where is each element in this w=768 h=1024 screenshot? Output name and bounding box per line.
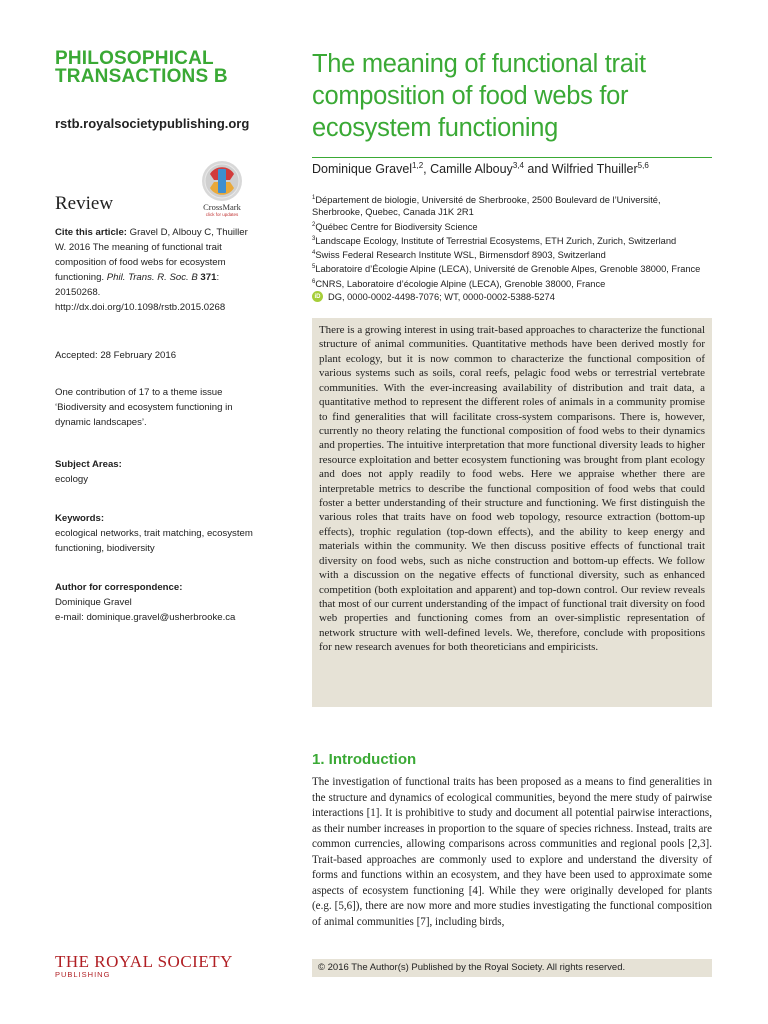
abstract-box <box>312 318 712 707</box>
journal-title <box>55 50 270 86</box>
orcid-line <box>312 291 555 302</box>
affiliation-text: Swiss Federal Research Institute WSL, Birmensdorf 8903, Switzerland <box>315 250 606 261</box>
author-name: Camille Albouy <box>430 162 513 177</box>
correspondence-email[interactable]: e-mail: dominique.gravel@usherbrooke.ca <box>55 612 236 623</box>
affiliation-sup: 5 <box>312 264 316 271</box>
affiliation-text: Laboratoire d’Écologie Alpine (LECA), Université de Grenoble Alpes, Grenoble 38000, France <box>315 264 701 275</box>
author-name: Dominique Gravel <box>312 162 413 177</box>
orcid-icon[interactable]: iD <box>312 291 323 302</box>
keywords-heading: Keywords: <box>55 513 105 524</box>
author-sup: 1,2 <box>412 161 424 170</box>
orcid-ids[interactable]: DG, 0000-0002-4498-7076; WT, 0000-0002-5388-5274 <box>328 291 555 302</box>
citation-rest: : 20150268. <box>55 272 220 298</box>
author-sep: , <box>423 162 431 177</box>
correspondence-name: Dominique Gravel <box>55 597 132 608</box>
subject-heading: Subject Areas: <box>55 459 122 470</box>
keywords-value: ecological networks, trait matching, ecosystem functioning, biodiversity <box>55 528 253 554</box>
citation-text: Gravel D, Albouy C, Thuiller W. 2016 The meaning of functional trait composition of food webs for ecosystem functioning. <box>55 227 248 283</box>
affiliation <box>312 233 712 247</box>
affiliation-sup: 4 <box>312 250 316 257</box>
affiliation-sup: 6 <box>312 278 316 285</box>
author-list <box>312 161 649 176</box>
citation-volume: 371 <box>200 272 217 283</box>
journal-title-line1: PHILOSOPHICAL <box>55 48 214 69</box>
royal-society-logo-line1: THE ROYAL SOCIETY <box>55 952 233 971</box>
affiliation-sup: 3 <box>312 235 316 242</box>
crossmark-icon <box>197 160 247 202</box>
copyright-notice: © 2016 The Author(s) Published by the Royal Society. All rights reserved. <box>312 959 712 977</box>
doi-link[interactable]: http://dx.doi.org/10.1098/rstb.2015.0268 <box>55 302 226 313</box>
author-name: Wilfried Thuiller <box>551 162 638 177</box>
affiliation <box>312 276 712 290</box>
citation-label: Cite this article: <box>55 227 127 238</box>
affiliation-sup: 2 <box>312 221 316 228</box>
royal-society-logo-line2: PUBLISHING <box>55 970 111 979</box>
subject-value: ecology <box>55 474 89 485</box>
article-type: Review <box>55 193 114 214</box>
affiliation <box>312 247 712 261</box>
citation-block <box>55 225 255 315</box>
affiliation-list <box>312 192 712 290</box>
crossmark-badge[interactable] <box>197 160 247 220</box>
subject-areas <box>55 457 255 487</box>
affiliation-text: Québec Centre for Biodiversity Science <box>315 221 478 232</box>
crossmark-label: CrossMark <box>203 202 241 212</box>
crossmark-sub: click for updates <box>205 212 239 217</box>
keywords <box>55 511 255 556</box>
theme-issue-note: One contribution of 17 to a theme issue ‘Biodiversity and ecosystem functioning in dynamic landscapes’. <box>55 387 233 428</box>
introduction-text: The investigation of functional traits has been proposed as a means to find generalities in the structure and dynamics of ecological communities, beyond the mere study of pairwise interactions [1]. It is prohibitive to study and document all potential pairwise interactions, as their number increases in proportion to the square of species richness. Instead, traits are common currencies, allowing comparisons across communities and regional pools [2,3]. Trait-based approaches are commonly used to explore and understand the diversity of forms and functions within an ecosystem, and they have been used to approximate some aspects of ecosystem functioning [4]. While they were originally developed for plants (e.g. [5,6]), there are now more and more studies investigating the functional composition of animal communities [7], including birds, <box>312 776 712 928</box>
affiliation-text: Landscape Ecology, Institute of Terrestrial Ecosystems, ETH Zurich, Zurich, Switzerland <box>315 235 677 246</box>
correspondence-heading: Author for correspondence: <box>55 582 183 593</box>
affiliation-text: Département de biologie, Université de Sherbrooke, 2500 Boulevard de l’Université, Sherbrooke, Quebec, Canada J1K 2R1 <box>312 195 661 218</box>
accepted-date: Accepted: 28 February 2016 <box>55 350 177 361</box>
journal-site-link[interactable]: rstb.royalsocietypublishing.org <box>55 116 250 131</box>
affiliation-sup: 1 <box>312 195 316 201</box>
author-sep: and <box>523 162 552 177</box>
article-title: The meaning of functional trait composition of food webs for ecosystem functioning <box>312 50 646 142</box>
title-divider <box>312 157 712 158</box>
abstract-text: There is a growing interest in using trait-based approaches to characterize the functional structure of animal communities. Quantitative methods have been derived mostly for plant ecology, but it is now common to characterize the functional composition of various systems such as soils, coral reefs, pelagic food webs or terrestrial vertebrate communities. With the ever-increasing availability of distribution and trait data, a quantitative method to represent the different roles of animals in a community promise to find generalities that will facilitate cross-system comparisons. There is, however, currently no theory relating the functional composition of food webs to their dynamics and properties. The intuitive interpretation that more functional diversity leads to higher resource exploitation and better ecosystem functioning was brought from plant ecology and does not apply readily to food webs. Here we appraise whether there are interpretable metrics to describe the functional composition of food webs that could foster a better understanding of their structure and functioning. We first distinguish the various roles that traits have on food web topology, resource extraction (bottom-up effects), trophic regulation (top-down effects), and the ability to keep energy and materials within the community. We then discuss positive effects of functional trait diversity on food webs, such as niche construction and bottom-up effects. We follow with a discussion on the negative effects of functional diversity, such as enhanced competition (both exploitation and apparent) and top-down control. Our review reveals that most of our current understanding of the impact of functional trait diversity on food web properties and functioning comes from an over-simplistic representation of network structure with well-defined levels. We, therefore, conclude with propositions for new research avenues for both theoreticians and empiricists. <box>319 324 705 654</box>
affiliation-text: CNRS, Laboratoire d’écologie Alpine (LECA), Grenoble 38000, France <box>315 278 606 289</box>
royal-society-logo <box>55 952 233 979</box>
correspondence <box>55 580 255 625</box>
citation-journal: Phil. Trans. R. Soc. B <box>106 272 198 283</box>
author-sup: 5,6 <box>637 161 649 170</box>
affiliation <box>312 219 712 233</box>
author-sup: 3,4 <box>512 161 524 170</box>
journal-title-line2: TRANSACTIONS B <box>55 66 228 87</box>
affiliation <box>312 192 712 219</box>
affiliation <box>312 261 712 275</box>
section-heading-introduction: 1. Introduction <box>312 751 417 768</box>
